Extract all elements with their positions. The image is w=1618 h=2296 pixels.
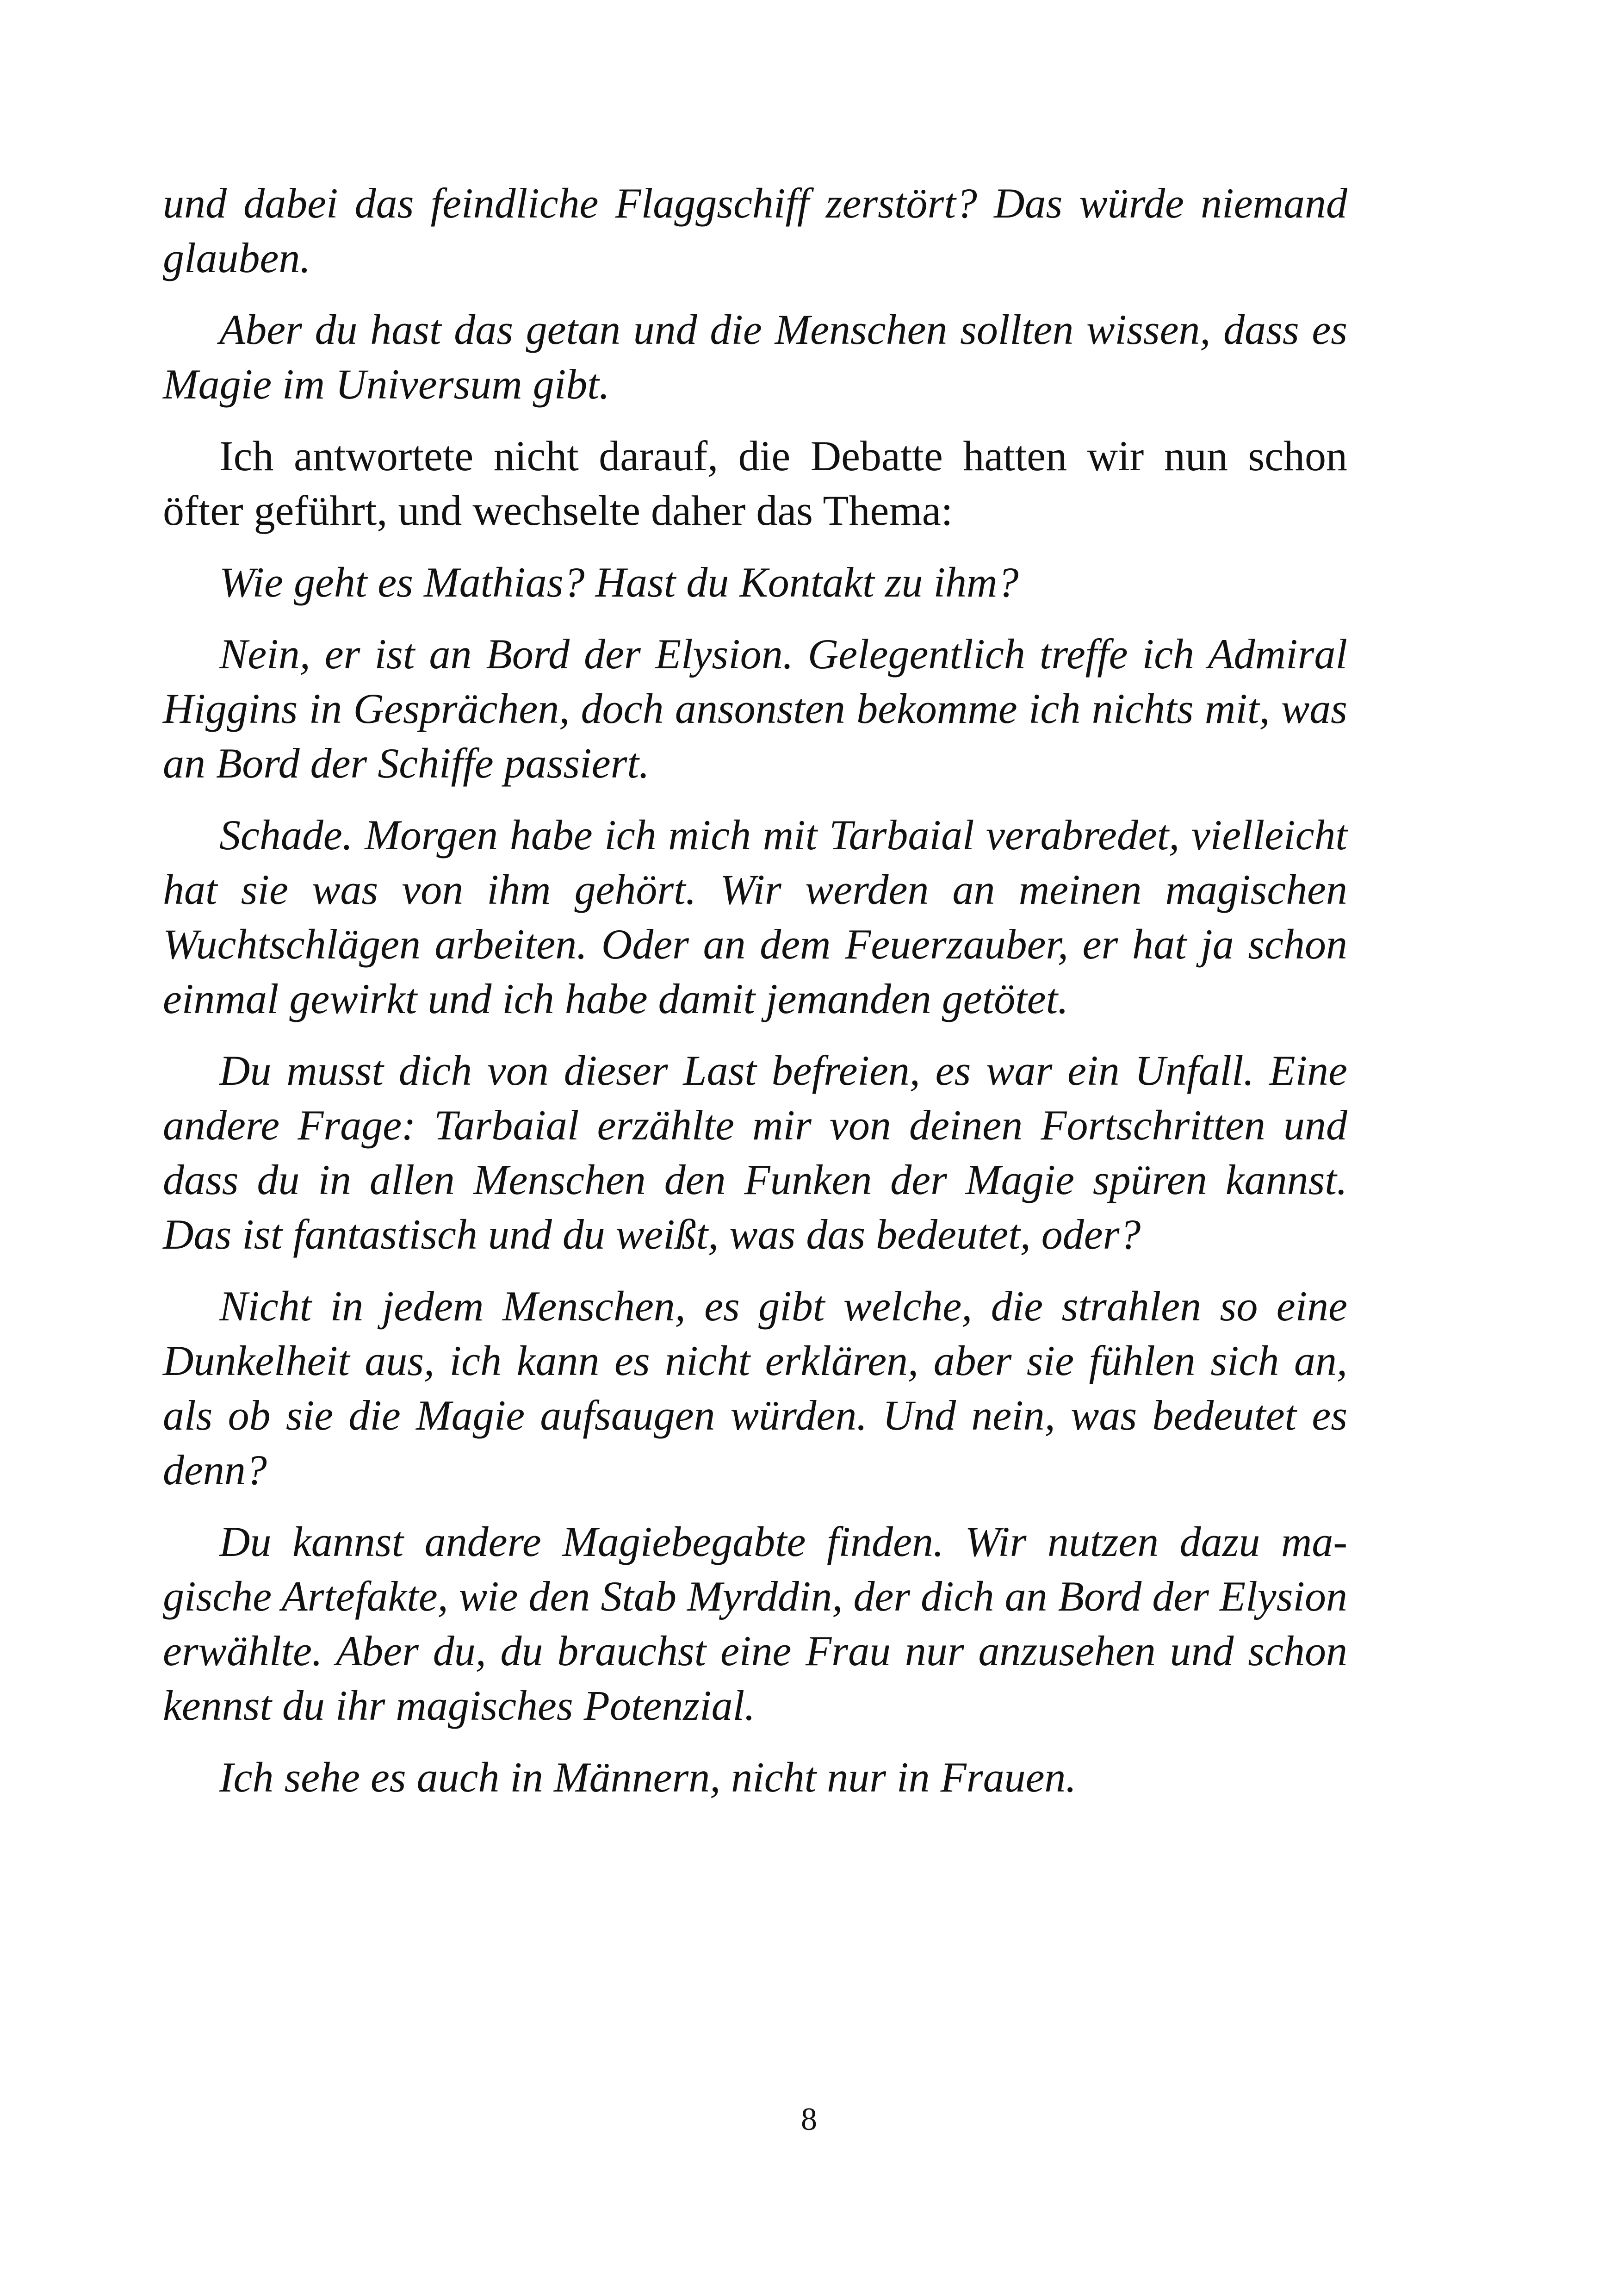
paragraph-1: und dabei das feindliche Flaggschiff zerstört? Das würde niemand glauben.	[163, 180, 1347, 281]
paragraph-8: Nicht in jedem Menschen, es gibt welche, die strahlen so eine Dunkelheit aus, ich kann es nicht erklären, aber sie fühlen sich an, als ob sie die Magie aufsaugen würden. Und nein, was bedeutet es denn?	[163, 1282, 1347, 1493]
paragraph-4: Wie geht es Mathias? Hast du Kontakt zu ihm?	[219, 559, 1019, 606]
paragraph-2: Aber du hast das getan und die Menschen sollten wissen, dass es Magie im Universum gibt.	[163, 306, 1347, 408]
paragraph-10: Ich sehe es auch in Männern, nicht nur in Frauen.	[219, 1754, 1077, 1801]
paragraph-5: Nein, er ist an Bord der Elysion. Gelegentlich treffe ich Admiral Higgins in Gesprächen, doch ansonsten bekomme ich nichts mit, was an Bord der Schiffe passiert.	[163, 630, 1347, 787]
paragraph-3: Ich antwortete nicht darauf, die Debatte hatten wir nun schon öfter geführt, und wechselte daher das Thema:	[163, 432, 1347, 534]
page-number: 8	[801, 2102, 817, 2137]
paragraph-6: Schade. Morgen habe ich mich mit Tarbaial verabredet, vielleicht hat sie was von ihm gehört. Wir werden an meinen magischen Wuchtschlägen arbeiten. Oder an dem Feuerzauber, er hat ja schon einmal gewirkt und ich habe damit jemanden getötet.	[163, 811, 1347, 1022]
paragraph-9: Du kannst andere Magiebegabte finden. Wir nutzen dazu magische Artefakte, wie den Stab Myrddin, der dich an Bord der Elysion erwählte. Aber du, du brauchst eine Frau nur anzusehen und schon kennst du ihr magisches Potenzial.	[163, 1518, 1347, 1729]
paragraph-7: Du musst dich von dieser Last befreien, es war ein Unfall. Eine andere Frage: Tarbaial erzählte mir von deinen Fortschritten und dass du in allen Menschen den Funken der Magie spüren kannst. Das ist fantastisch und du weißt, was das bedeutet, oder?	[163, 1047, 1347, 1258]
body-text	[163, 176, 1347, 1822]
